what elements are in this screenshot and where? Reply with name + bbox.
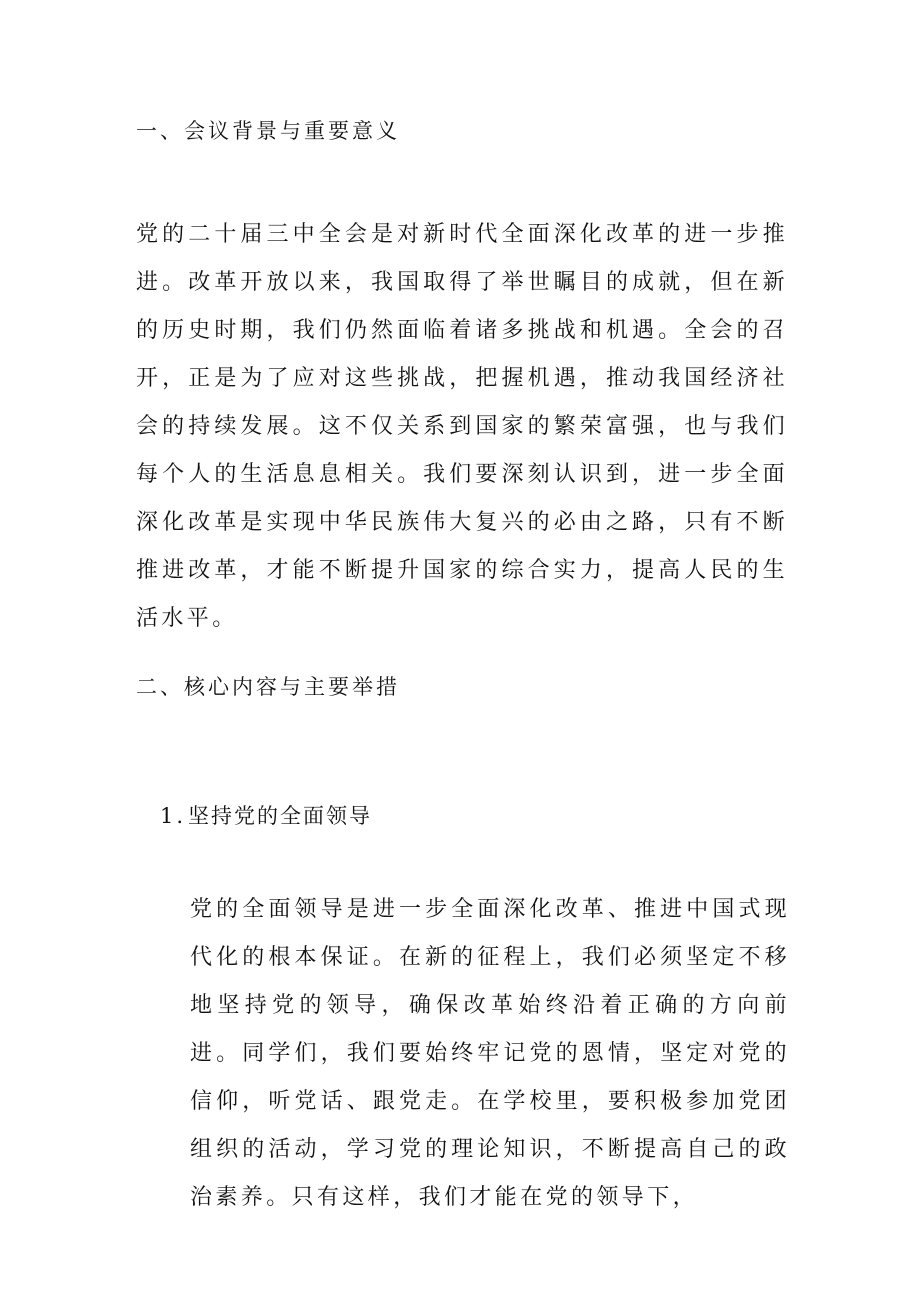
paragraph-party-leadership: 党的全面领导是进一步全面深化改革、推进中国式现代化的根本保证。在新的征程上，我们必须坚定不移地坚持党的领导，确保改革始终沿着正确的方向前进。同学们，我们要始终牢记党的恩情，坚定对党的信仰，听党话、跟党走。在学校里，要积极参加党团组织的活动，学习党的理论知识，不断提高自己的政治素养。只有这样，我们才能在党的领导下，	[190, 897, 790, 1210]
section-heading-core-content: 二、核心内容与主要举措	[136, 675, 400, 699]
paragraph-background: 党的二十届三中全会是对新时代全面深化改革的进一步推进。改革开放以来，我国取得了举世瞩目的成就，但在新的历史时期，我们仍然面临着诸多挑战和机遇。全会的召开，正是为了应对这些挑战，把握机遇，推动我国经济社会的持续发展。这不仅关系到国家的繁荣富强，也与我们每个人的生活息息相关。我们要深刻认识到，进一步全面深化改革是实现中华民族伟大复兴的必由之路，只有不断推进改革，才能不断提升国家的综合实力，提高人民的生活水平。	[136, 222, 788, 631]
subsection-title: 坚持党的全面领导	[188, 804, 373, 828]
subsection-heading-party-leadership	[160, 806, 372, 827]
section-heading-background: 一、会议背景与重要意义	[136, 119, 400, 143]
subsection-number: 1.	[160, 804, 187, 828]
